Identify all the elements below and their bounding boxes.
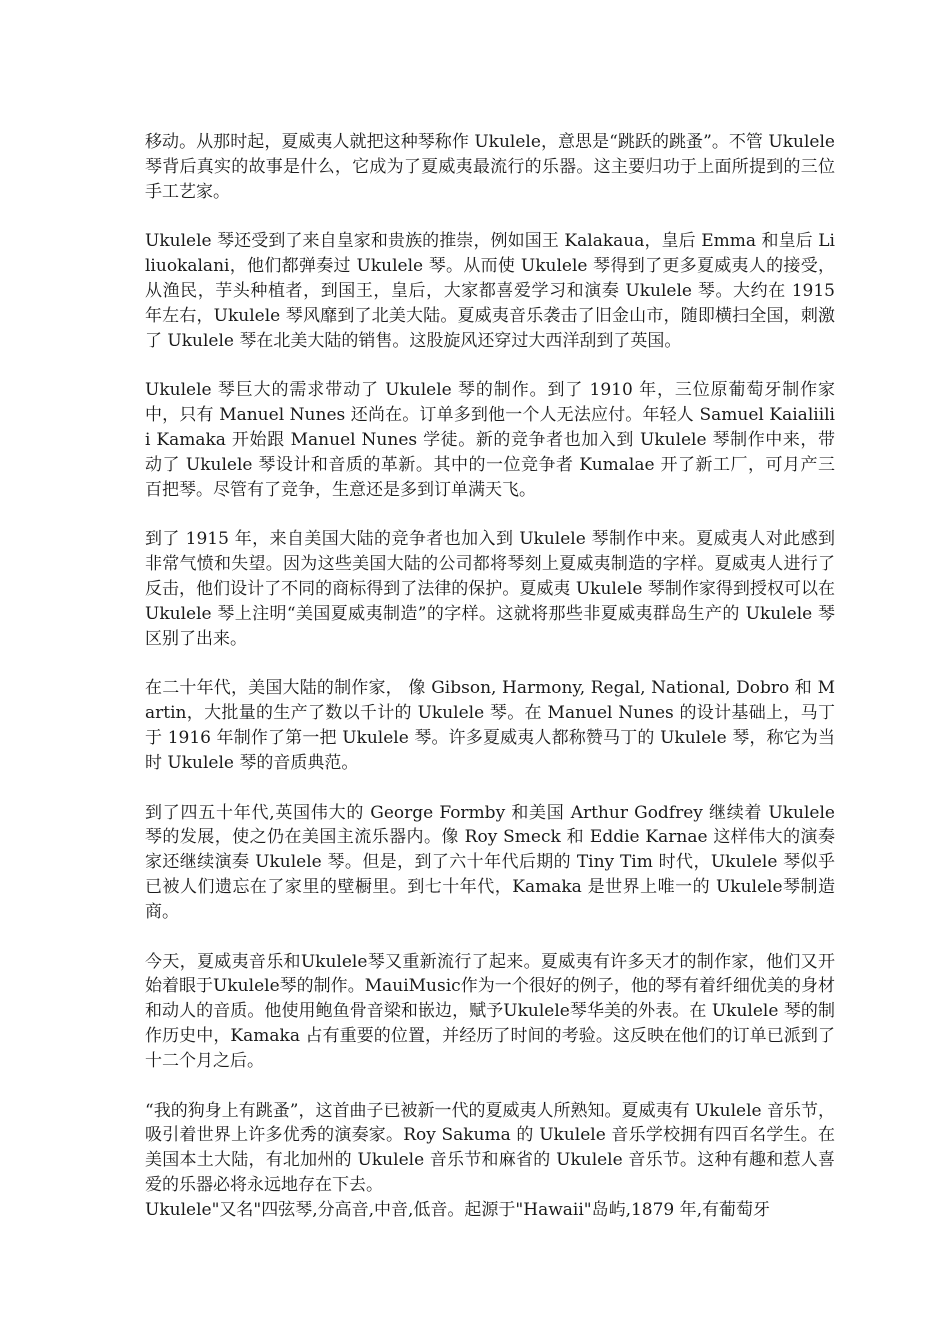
paragraph-festivals: “我的狗身上有跳蚤”，这首曲子已被新一代的夏威夷人所熟知。夏威夷有 Ukulele 音乐节，吸引着世界上许多优秀的演奏家。Roy Sakuma 的 Ukulele 音乐学校拥有四百名学生。在美国本土大陆，有北加州的 Ukulele 音乐节和麻省的 Ukulele 音乐节。这种有趣和惹人喜爱的乐器必将永远地存在下去。 bbox=[145, 1100, 835, 1195]
paragraph-four-string-intro: Ukulele"又名"四弦琴,分高音,中音,低音。起源于"Hawaii"岛屿,1879 年,有葡萄牙 bbox=[145, 1199, 771, 1220]
paragraph-royal-support: Ukulele 琴还受到了来自皇家和贵族的推崇，例如国王 Kalakaua，皇后 Emma 和皇后 Liliuokalani，他们都弹奏过 Ukulele 琴。从而使 Ukulele 琴得到了更多夏威夷人的接受，从渔民，芋头种植者，到国王，皇后，大家都喜爱学习和演奏 Ukulele 琴。大约在 1915 年左右，Ukulele 琴风靡到了北美大陆。夏威夷音乐袭击了旧金山市，随即横扫全国，刺激了 Ukulele 琴在北美大陆的销售。这股旋风还穿过大西洋刮到了英国。 bbox=[145, 231, 835, 351]
paragraph-twenties-makers: 在二十年代，美国大陆的制作家， 像 Gibson, Harmony, Regal, National, Dobro 和 Martin，大批量的生产了数以千计的 Ukulele 琴。在 Manuel Nunes 的设计基础上，马丁于 1916 年制作了第一把 Ukulele 琴。许多夏威夷人都称赞马丁的 Ukulele 琴，称它为当时 Ukulele 琴的音质典范。 bbox=[145, 678, 835, 773]
document-body bbox=[145, 130, 835, 1222]
paragraph-mainland-competition: 到了 1915 年，来自美国大陆的竞争者也加入到 Ukulele 琴制作中来。夏威夷人对此感到非常气愤和失望。因为这些美国大陆的公司都将琴刻上夏威夷制造的字样。夏威夷人进行了反击，他们设计了不同的商标得到了法律的保护。夏威夷 Ukulele 琴制作家得到授权可以在 Ukulele 琴上注明“美国夏威夷制造”的字样。这就将那些非夏威夷群岛生产的 Ukulele 琴区别了出来。 bbox=[145, 529, 835, 649]
paragraph-demand-production: Ukulele 琴巨大的需求带动了 Ukulele 琴的制作。到了 1910 年，三位原葡萄牙制作家中，只有 Manuel Nunes 还尚在。订单多到他一个人无法应付。年轻人 Samuel Kaialiilii Kamaka 开始跟 Manuel Nunes 学徒。新的竞争者也加入到 Ukulele 琴制作中来，带动了 Ukulele 琴设计和音质的革新。其中的一位竞争者 Kumalae 开了新工厂，可月产三百把琴。尽管有了竞争，生意还是多到订单满天飞。 bbox=[145, 380, 835, 500]
paragraph-forties-fifties: 到了四五十年代,英国伟大的 George Formby 和美国 Arthur Godfrey 继续着 Ukulele 琴的发展，使之仍在美国主流乐器内。像 Roy Smeck 和 Eddie Karnae 这样伟大的演奏家还继续演奏 Ukulele 琴。但是，到了六十年代后期的 Tiny Tim 时代，Ukulele 琴似乎已被人们遗忘在了家里的壁橱里。到七十年代，Kamaka 是世界上唯一的 Ukulele琴制造商。 bbox=[145, 802, 835, 922]
paragraph-today-revival: 今天，夏威夷音乐和Ukulele琴又重新流行了起来。夏威夷有许多天才的制作家，他们又开始着眼于Ukulele琴的制作。MauiMusic作为一个很好的例子，他的琴有着纤细优美的身材和动人的音质。他使用鲍鱼骨音梁和嵌边，赋予Ukulele琴华美的外表。在 Ukulele 琴的制作历史中，Kamaka 占有重要的位置，并经历了时间的考验。这反映在他们的订单已派到了十二个月之后。 bbox=[145, 951, 835, 1071]
paragraph-origin-name: 移动。从那时起，夏威夷人就把这种琴称作 Ukulele，意思是“跳跃的跳蚤”。不管 Ukulele 琴背后真实的故事是什么，它成为了夏威夷最流行的乐器。这主要归功于上面所提到的三位手工艺家。 bbox=[145, 132, 835, 202]
